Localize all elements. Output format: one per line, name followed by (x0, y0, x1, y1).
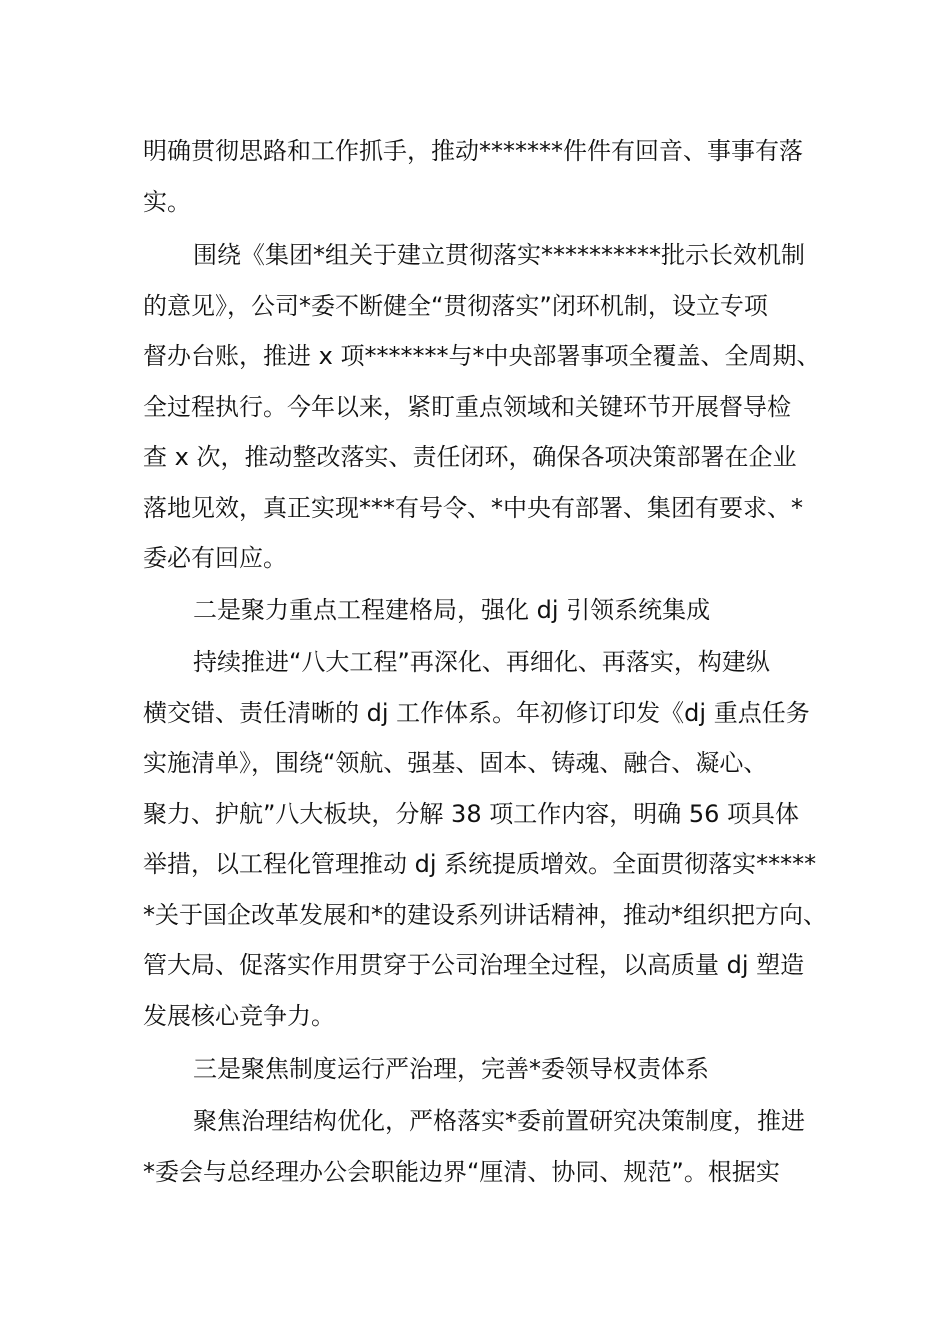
text-line: 聚焦治理结构优化，严格落实*委前置研究决策制度，推进 (193, 1107, 805, 1135)
text-line: 实施清单》，围绕“领航、强基、固本、铸魂、融合、凝心、 (143, 749, 768, 777)
text-line: 横交错、责任清晰的 dj 工作体系。年初修订印发《dj 重点任务 (143, 698, 810, 727)
text-line: *委会与总经理办公会职能边界“厘清、协同、规范”。根据实 (143, 1157, 780, 1186)
text-line: 查 x 次，推动整改落实、责任闭环，确保各项决策部署在企业 (143, 443, 797, 471)
text-line: 全过程执行。今年以来，紧盯重点领域和关键环节开展督导检 (143, 392, 791, 421)
text-line: 管大局、促落实作用贯穿于公司治理全过程，以高质量 dj 塑造 (143, 951, 805, 979)
heading-text: 二是聚力重点工程建格局，强化 dj 引领系统集成 (193, 596, 711, 624)
text-line: *关于国企改革发展和*的建设系列讲话精神，推动*组织把方向、 (143, 900, 827, 929)
text-line: 举措，以工程化管理推动 dj 系统提质增效。全面贯彻落实***** (143, 850, 817, 878)
text-line: 督办台账，推进 x 项*******与*中央部署事项全覆盖、全周期、 (143, 342, 821, 370)
section-heading-two (143, 585, 808, 636)
paragraph-governance (143, 1096, 808, 1197)
text-line: 落地见效，真正实现***有号令、*中央有部署、集团有要求、* (143, 493, 803, 522)
text-line: 明确贯彻思路和工作抓手，推动*******件件有回音、事事有落 (143, 137, 803, 165)
text-line: 实。 (143, 187, 191, 216)
heading-text: 三是聚焦制度运行严治理，完善*委领导权责体系 (193, 1055, 709, 1083)
text-line: 聚力、护航”八大板块，分解 38 项工作内容，明确 56 项具体 (143, 799, 800, 828)
text-line: 的意见》，公司*委不断健全“贯彻落实”闭环机制，设立专项 (143, 291, 768, 320)
text-line: 发展核心竞争力。 (143, 1001, 335, 1030)
text-line: 委必有回应。 (143, 544, 287, 572)
paragraph-mechanism (143, 230, 821, 584)
section-heading-three (143, 1044, 808, 1095)
paragraph-continuation (143, 126, 808, 227)
text-line: 持续推进“八大工程”再深化、再细化、再落实，构建纵 (193, 648, 770, 676)
paragraph-projects (143, 637, 827, 1041)
text-line: 围绕《集团*组关于建立贯彻落实**********批示长效机制 (193, 241, 805, 269)
